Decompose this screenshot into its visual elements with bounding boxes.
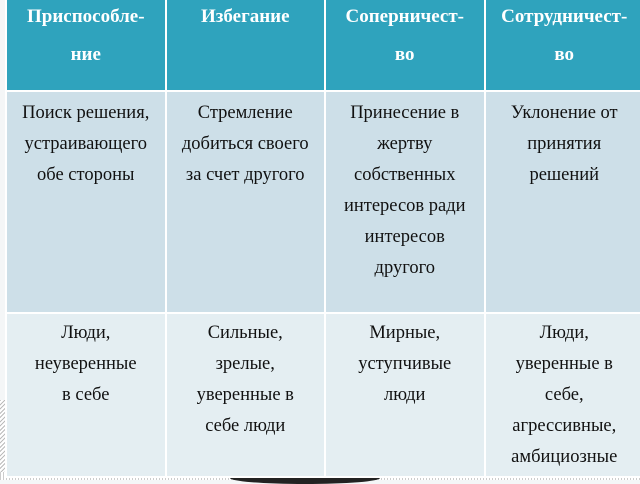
conflict-styles-table bbox=[5, 0, 640, 478]
header-cell: Соперничест- во bbox=[325, 0, 485, 91]
header-cell: Приспособле- ние bbox=[6, 0, 166, 91]
table-cell: Уклонение от принятия решений bbox=[485, 91, 640, 313]
table-cell: Поиск решения, устраивающего обе стороны bbox=[6, 91, 166, 313]
table-row bbox=[6, 91, 640, 313]
table-cell: Стремление добиться своего за счет другого bbox=[166, 91, 326, 313]
table-cell: Мирные, уступчивые люди bbox=[325, 313, 485, 477]
table-cell: Принесение в жертву собственных интересов ради интересов другого bbox=[325, 91, 485, 313]
table-cell: Люди, уверенные в себе, агрессивные, амбициозные bbox=[485, 313, 640, 477]
table-row bbox=[6, 313, 640, 477]
table-header-row bbox=[6, 0, 640, 91]
header-cell: Избегание bbox=[166, 0, 326, 91]
table-cell: Сильные, зрелые, уверенные в себе люди bbox=[166, 313, 326, 477]
header-cell: Сотрудничест- во bbox=[485, 0, 640, 91]
table-cell: Люди, неуверенные в себе bbox=[6, 313, 166, 477]
